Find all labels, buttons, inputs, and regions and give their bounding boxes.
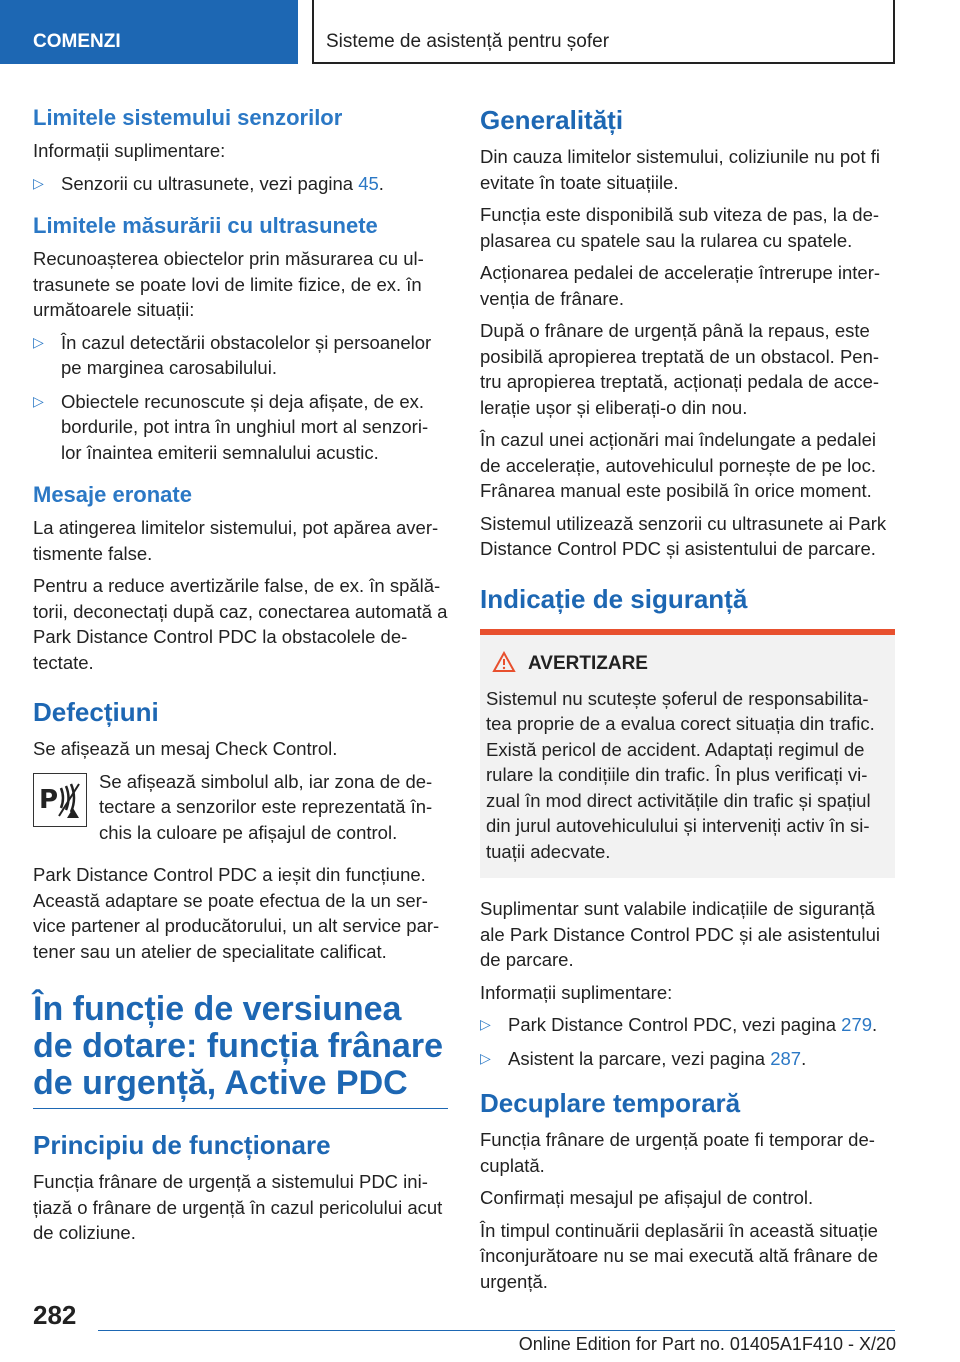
footer-divider	[98, 1330, 895, 1331]
paragraph: Din cauza limitelor sistemului, coliziunile nu pot fi evitate în toate situațiile.	[480, 146, 880, 193]
section-title: Sisteme de asistență pentru șofer	[312, 0, 895, 64]
warning-triangle-icon	[492, 651, 516, 678]
pdc-symbol-row	[33, 769, 448, 853]
svg-text:P: P	[39, 784, 59, 815]
right-column	[480, 104, 895, 1301]
list-item-text: Asistent la parcare, vezi pagina	[508, 1047, 771, 1069]
info-extra-label: Informații suplimentare:	[480, 981, 673, 1003]
list-item-end: .	[378, 172, 384, 194]
heading-general: Generalități	[480, 105, 624, 135]
paragraph: După o frânare de urgență până la repaus, este posibilă apropierea treptată de un obstacol. Pen-tru apropierea treptată, acționați pedala de acce-lerație ușor și eliberați-o din nou.	[480, 320, 880, 418]
list-item-end: .	[872, 1014, 878, 1035]
heading-limits-sensors: Limitele sistemului senzorilor	[33, 105, 343, 130]
paragraph: În cazul unei acționări mai îndelungate a pedalei de accelerație, autovehiculul pornește de pe loc. Frânarea manual este posibilă în orice moment.	[480, 429, 876, 501]
list-item-text: Park Distance Control PDC, vezi pagina	[508, 1014, 842, 1035]
triangle-bullet-icon: ▷	[480, 1049, 491, 1066]
list-item-text: Senzorii cu ultrasunete, vezi pagina	[61, 172, 359, 194]
paragraph: Funcția este disponibilă sub viteza de pas, la de-plasarea cu spatele sau la rularea cu spatele.	[480, 204, 880, 251]
paragraph: Park Distance Control PDC a ieșit din funcțiune. Această adaptare se poate efectua de la un ser-vice partener al producătorului, un alt service par-tener sau un atelier de specialitate calificat.	[33, 864, 440, 962]
list-item-text: Obiectele recunoscute și deja afișate, de ex. bordurile, pot intra în unghiul mort al senzori-lor înaintea emiterii semnalului acustic.	[61, 390, 429, 463]
page-link-45[interactable]: 45	[358, 172, 379, 194]
triangle-bullet-icon: ▷	[33, 392, 44, 409]
list-item	[33, 389, 448, 466]
info-extra-label: Informații suplimentare:	[33, 140, 226, 161]
paragraph: Funcția frânare de urgență a sistemului PDC ini-țiază o frânare de urgență în cazul pericolului acut de coliziune.	[33, 1171, 443, 1243]
list-item	[480, 1012, 895, 1038]
sensor-ref-list	[33, 171, 448, 197]
ultrasound-limits-list	[33, 330, 448, 466]
list-item	[480, 1046, 895, 1072]
warning-text: Sistemul nu scutește șoferul de responsabilita-tea proprie de a evalua corect situația din trafic. Există pericol de accident. Adaptați regimul de rulare la condițiile din trafic. În plus verificați vi-zual în mod direct activitățile din trafic și spațiul din jurul autovehiculului și interveniți activ în si-tuații adecvate.	[486, 687, 875, 862]
list-item	[33, 171, 448, 197]
heading-limits-ultrasound: Limitele măsurării cu ultrasunete	[33, 213, 378, 238]
heading-faults: Defecțiuni	[33, 697, 159, 727]
heading-false-messages: Mesaje eronate	[33, 482, 192, 507]
heading-principle: Principiu de funcționare	[33, 1130, 331, 1160]
list-item-text: În cazul detectării obstacolelor și persoanelor pe marginea carosabilului.	[61, 331, 432, 378]
paragraph: Acționarea pedalei de accelerație întrerupe inter-venția de frânare.	[480, 262, 881, 309]
pdc-fault-icon	[33, 773, 87, 827]
heading-main-emergency-brake: În funcție de versiunea de dotare: funcția frânare de urgență, Active PDC	[33, 991, 448, 1109]
list-item	[33, 330, 448, 381]
warning-header	[486, 651, 885, 678]
warning-box	[480, 629, 895, 879]
chapter-tab[interactable]: COMENZI	[0, 0, 298, 64]
page-link-279[interactable]: 279	[841, 1014, 873, 1035]
list-item-end: .	[801, 1047, 807, 1069]
paragraph: Sistemul utilizează senzorii cu ultrasunete ai Park Distance Control PDC și asistentului de parcare.	[480, 512, 887, 559]
paragraph: Pentru a reduce avertizările false, de ex. în spălă-torii, deconectați după caz, conectarea automată a Park Distance Control PDC la obstacolele de-tectate.	[33, 575, 448, 673]
page-number: 282	[33, 1300, 77, 1330]
paragraph: Confirmați mesajul pe afișajul de control.	[480, 1187, 814, 1208]
paragraph: La atingerea limitelor sistemului, pot apărea aver-tismente false.	[33, 517, 439, 564]
triangle-bullet-icon: ▷	[33, 333, 44, 350]
reference-list	[480, 1012, 895, 1071]
page-link-287[interactable]: 287	[770, 1047, 802, 1069]
paragraph: În timpul continuării deplasării în această situație înconjurătoare nu se mai execută altă frânare de urgență.	[480, 1219, 878, 1292]
paragraph: Recunoașterea obiectelor prin măsurarea cu ul-trasunete se poate lovi de limite fizice, de ex. în următoarele situații:	[33, 248, 424, 320]
heading-temporary-disable: Decuplare temporară	[480, 1088, 741, 1118]
paragraph: Funcția frânare de urgență poate fi temporar de-cuplată.	[480, 1129, 875, 1176]
heading-safety: Indicație de siguranță	[480, 583, 748, 614]
left-column	[33, 104, 448, 1253]
triangle-bullet-icon: ▷	[480, 1016, 491, 1032]
warning-title: AVERTIZARE	[528, 653, 648, 674]
triangle-bullet-icon: ▷	[33, 174, 44, 191]
paragraph: Se afișează un mesaj Check Control.	[33, 738, 338, 759]
paragraph: Suplimentar sunt valabile indicațiile de siguranță ale Park Distance Control PDC și ale asistentului de parcare.	[480, 898, 880, 970]
paragraph: Se afișează simbolul alb, iar zona de de-tectare a senzorilor este reprezentată în-chis la culoare pe afișajul de control.	[99, 770, 433, 843]
footer-edition: Online Edition for Part no. 01405A1F410 - X/20	[518, 1334, 896, 1354]
